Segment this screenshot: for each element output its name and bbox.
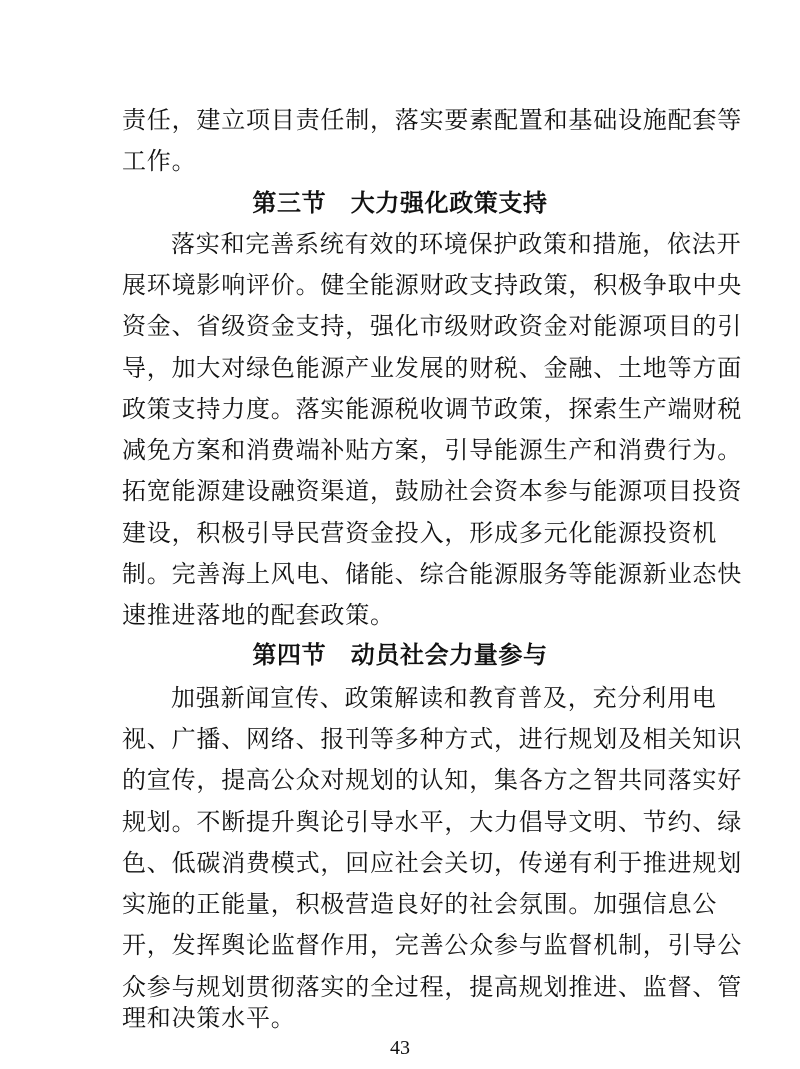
section-4-paragraph-line-8: 众参与规划贯彻落实的全过程，提高规划推进、监督、管 [122, 973, 742, 1001]
section-4-paragraph-line-4: 规划。不断提升舆论引导水平，大力倡导文明、节约、绿 [122, 808, 742, 836]
intro-line-2: 工作。 [122, 147, 197, 175]
intro-line-1: 责任，建立项目责任制，落实要素配置和基础设施配套等 [122, 106, 742, 134]
section-4-heading: 第四节 动员社会力量参与 [252, 640, 548, 669]
section-3-paragraph-line-3: 资金、省级资金支持，强化市级财政资金对能源项目的引 [122, 312, 742, 340]
section-3-paragraph-line-8: 建设，积极引导民营资金投入，形成多元化能源投资机 [122, 519, 718, 547]
section-3-heading: 第三节 大力强化政策支持 [252, 188, 548, 217]
section-3-paragraph-line-7: 拓宽能源建设融资渠道，鼓励社会资本参与能源项目投资 [122, 477, 742, 505]
section-4-paragraph-line-6: 实施的正能量，积极营造良好的社会氛围。加强信息公 [122, 890, 718, 918]
section-4-paragraph-line-5: 色、低碳消费模式，回应社会关切，传递有利于推进规划 [122, 849, 742, 877]
section-3-paragraph-line-6: 减免方案和消费端补贴方案，引导能源生产和消费行为。 [122, 436, 742, 464]
section-3-paragraph-line-10: 速推进落地的配套政策。 [122, 601, 395, 629]
page-number: 43 [390, 1037, 410, 1059]
section-4-paragraph-line-2: 视、广播、网络、报刊等多种方式，进行规划及相关知识 [122, 725, 742, 753]
section-4-paragraph-line-7: 开，发挥舆论监督作用，完善公众参与监督机制，引导公 [122, 931, 742, 959]
section-3-paragraph-line-9: 制。完善海上风电、储能、综合能源服务等能源新业态快 [122, 560, 742, 588]
section-4-paragraph-line-3: 的宣传，提高公众对规划的认知，集各方之智共同落实好 [122, 766, 742, 794]
section-3-paragraph-line-1: 落实和完善系统有效的环境保护政策和措施，依法开 [171, 230, 742, 258]
section-4-paragraph-line-9: 理和决策水平。 [122, 1004, 296, 1032]
section-3-paragraph-line-4: 导，加大对绿色能源产业发展的财税、金融、土地等方面 [122, 354, 742, 382]
section-4-paragraph-line-1: 加强新闻宣传、政策解读和教育普及，充分利用电 [171, 684, 717, 712]
section-3-paragraph-line-5: 政策支持力度。落实能源税收调节政策，探索生产端财税 [122, 395, 742, 423]
section-3-paragraph-line-2: 展环境影响评价。健全能源财政支持政策，积极争取中央 [122, 271, 742, 299]
